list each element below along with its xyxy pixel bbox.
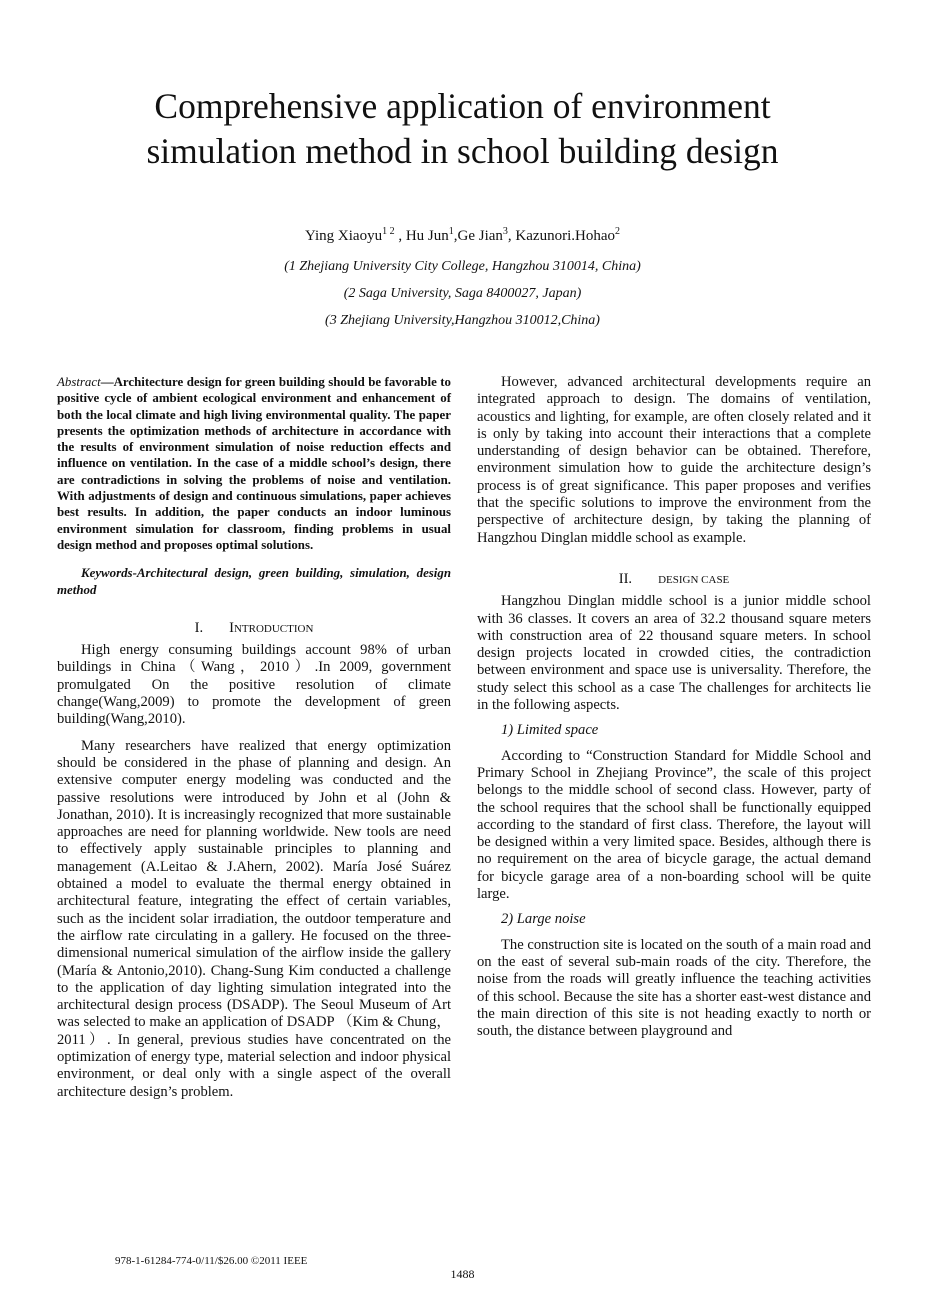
author-name: Ying Xiaoyu [305, 228, 383, 244]
section-title: DESIGN CASE [658, 573, 730, 586]
paragraph: The construction site is located on the south of a main road and on the east of several sub-main roads of the city. Therefore, the noise from the roads will greatly influence the teaching activities of this school. Because the site has a shorter east-west distance and the main direction of this site is not heading exactly to north or south, the distance between playground and [477, 936, 871, 1040]
author-separator: , [507, 228, 516, 244]
section-number: II. [618, 570, 633, 587]
copyright-footer: 978-1-61284-774-0/11/$26.00 ©2011 IEEE [115, 1255, 308, 1267]
two-column-body [57, 374, 871, 1134]
subsection-heading: 2) Large noise [501, 911, 586, 928]
author-affiliation-mark: 3 [502, 226, 508, 237]
author-separator: , [394, 228, 406, 244]
keywords: Keywords-Architectural design, green building, simulation, design method [57, 566, 451, 597]
paragraph: However, advanced architectural developments require an integrated approach to design. The domains of ventilation, acoustics and lighting, for example, are often closely related and it is only by taking into account their interactions that a complete understanding of design behavior can be obtained. Therefore, environment simulation how to guide the architecture design’s process is of great significance. This paper proposes and verifies that the specific solutions to improve the environment from the perspective of architecture design, by taking the planning of Hangzhou Dinglan middle school as example. [477, 374, 871, 546]
section-title-initial: I [229, 619, 234, 636]
author-name: Hu Jun [405, 228, 449, 244]
author-affiliation-mark: 2 [614, 226, 620, 237]
abstract-text: —Architecture design for green building should be favorable to positive cycle of ambient ecological environment and enhancement of both the local climate and high living environmental quality. The paper presents the optimization methods of architecture in accordance with the results of environment simulation of noise reduction effects and influence on ventilation. In the case of a middle school’s design, there are contradictions in solving the problems of noise and ventilation. With adjustments of design and continuous simulations, paper achieves best results. In addition, the paper conducts an indoor luminous environment simulation for classroom, finding problems in usual design method and proposes optimal solutions. [57, 375, 451, 552]
paragraph: Hangzhou Dinglan middle school is a junior middle school with 36 classes. It covers an area of 32.2 thousand square meters with construction area of 22 thousand square meters. In school design projects located in crowded cities, the contradiction between environment and space use is universality. Therefore, the study select this school as a case The challenges for architects lie in the following aspects. [477, 593, 871, 714]
author-name: Kazunori.Hohao [515, 228, 615, 244]
affiliation-1: (1 Zhejiang University City College, Hangzhou 310014, China) [284, 259, 641, 274]
abstract [57, 374, 451, 553]
title-line-2: simulation method in school building design [146, 131, 779, 171]
author-list [0, 226, 925, 245]
paragraph: Many researchers have realized that energy optimization should be considered in the phase of planning and design. An extensive computer energy modeling was conducted and the passive resolutions were introduced by John et al (John & Jonathan, 2010). It is increasingly recognized that more sustainable approaches are need for planning worldwide. New tools are need to effectively apply sustainable principles to planning and management (A.Leitao & J.Ahern, 2002). María José Suárez obtained a model to evaluate the thermal energy obtained in architectural feature, integrating the effect of certain variables, such as the incident solar irradiation, the outdoor temperature and the airflow rate circulating in a gallery. He focused on the three-dimensional numerical simulation of the airflow inside the gallery (María & Antonio,2010). Chang-Sung Kim conducted a challenge to the application of day lighting simulation integrated into the architectural design process (DSADP). The Seoul Museum of Art was selected to make an application of DSADP （Kim & Chung，2011）. In general, previous studies have concentrated on the optimization of energy type, material selection and indoor physical environment, or deal only with a single aspect of the overall architecture design’s problem. [57, 737, 451, 1100]
section-heading-design-case [477, 571, 871, 589]
paragraph: High energy consuming buildings account 98% of urban buildings in China（Wang，2010）.In 2009, government promulgated On the positive resolution of climate change(Wang,2009) to promote the development of green building(Wang,2010). [57, 642, 451, 728]
author-affiliation-mark: 1 [448, 226, 454, 237]
author-separator: , [453, 228, 458, 244]
page-number: 1488 [450, 1267, 475, 1281]
subsection-heading: 1) Limited space [501, 722, 599, 739]
section-title: NTRODUCTION [233, 622, 314, 635]
section-number: I. [194, 619, 204, 636]
paragraph: According to “Construction Standard for Middle School and Primary School in Zhejiang Province”, the scale of this project belongs to the middle school of second class. However, party of the school requires that the school shall be functionally equipped according to the standard of first class. Therefore, the layout will be designed within a very limited space. Besides, although there is no requirement on the area of bicycle garage, the actual demand for bicycle garage area of a non-boarding school will be quite large. [477, 747, 871, 903]
abstract-label: Abstract [57, 375, 101, 389]
paper-title [0, 84, 925, 174]
author-name: Ge Jian [457, 228, 503, 244]
affiliation-3: (3 Zhejiang University,Hangzhou 310012,China) [325, 313, 600, 328]
section-heading-introduction [57, 620, 451, 638]
title-line-1: Comprehensive application of environment [154, 86, 771, 126]
author-affiliation-mark: 1 2 [382, 226, 395, 237]
affiliation-2: (2 Saga University, Saga 8400027, Japan) [343, 286, 582, 301]
